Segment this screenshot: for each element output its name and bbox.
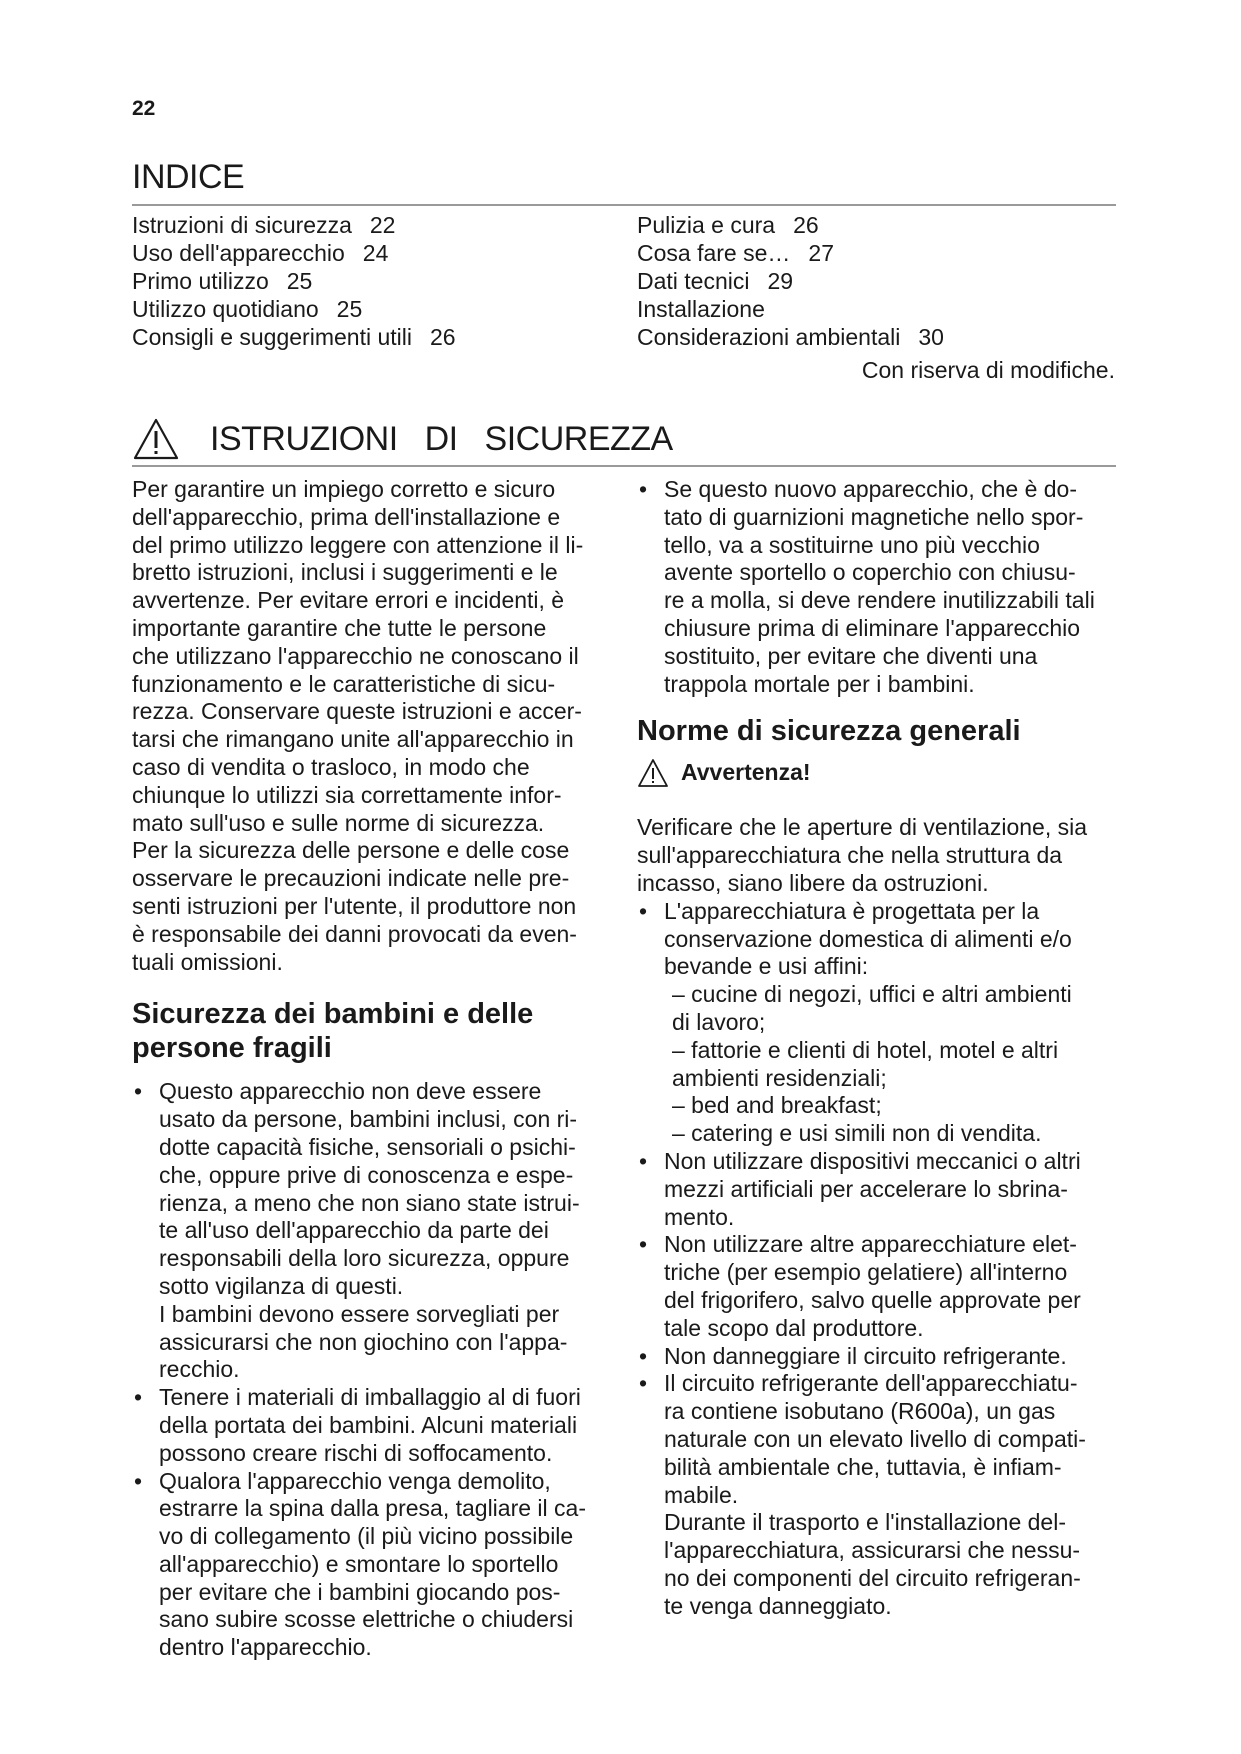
text-line: trappola mortale per i bambini.: [664, 670, 975, 697]
text-line: assicurarsi che non giochino con l'appa-: [159, 1328, 568, 1355]
text-line: l'apparecchiatura, assicurarsi che nessu-: [664, 1537, 1081, 1564]
text-line: – bed and breakfast;: [672, 1092, 882, 1119]
children-bullets: [132, 1078, 614, 1662]
bullet-dot: •: [134, 1384, 143, 1411]
list-item: [637, 1343, 1117, 1371]
text-line: sull'apparecchiatura che nella struttura da: [637, 842, 1063, 869]
text-line: te all'uso dell'apparecchio da parte dei: [159, 1217, 549, 1244]
text-line: Non utilizzare altre apparecchiature elet-: [664, 1231, 1077, 1258]
toc-entry-label: Cosa fare se…: [637, 240, 791, 266]
text-line: vo di collegamento (il più vicino possibile: [159, 1523, 574, 1550]
divider-safety: [132, 465, 1116, 467]
list-item: [637, 476, 1117, 698]
text-line: Non utilizzare dispositivi meccanici o altri: [664, 1147, 1081, 1174]
text-line: rienza, a meno che non siano state istrui-: [159, 1189, 580, 1216]
bullet-dot: •: [639, 1342, 648, 1369]
toc-entry-label: Istruzioni di sicurezza: [132, 212, 352, 238]
text-line: per evitare che i bambini giocando pos-: [159, 1578, 561, 1605]
safety-title: ISTRUZIONI DI SICUREZZA: [210, 419, 673, 458]
indice-title: INDICE: [132, 158, 245, 196]
text-line: chiusure prima di eliminare l'apparecchio: [664, 614, 1081, 641]
toc-entry-label: Dati tecnici: [637, 268, 750, 294]
text-line: te venga danneggiato.: [664, 1592, 892, 1619]
toc-entry-label: Pulizia e cura: [637, 212, 776, 238]
text-line: – catering e usi simili non di vendita.: [672, 1120, 1042, 1147]
list-item: [637, 898, 1117, 981]
toc-entry-label: Utilizzo quotidiano: [132, 296, 319, 322]
text-line: re a molla, si deve rendere inutilizzabili tali: [664, 587, 1095, 614]
text-line: Questo apparecchio non deve essere: [159, 1078, 542, 1105]
toc-entry: [132, 239, 456, 267]
toc-entry-page: 29: [767, 268, 794, 294]
general-safety-heading: Norme di sicurezza generali: [637, 715, 1021, 748]
bullet-dot: •: [134, 1078, 143, 1105]
children-safety-heading: [132, 997, 614, 1065]
list-item: [132, 1384, 614, 1467]
text-line: conservazione domestica di alimenti e/o: [664, 925, 1072, 952]
toc-right-column: [637, 211, 944, 351]
text-line: caso di vendita o trasloco, in modo che: [132, 753, 530, 780]
safety-heading: [132, 416, 673, 462]
bullet-dot: •: [134, 1467, 143, 1494]
list-item: [132, 1468, 614, 1663]
text-line: incasso, siano libere da ostruzioni.: [637, 869, 989, 896]
list-item: [132, 1078, 614, 1384]
toc-entry: [637, 239, 944, 267]
toc-entry: [132, 267, 456, 295]
text-line: mabile.: [664, 1481, 739, 1508]
text-line: mento.: [664, 1203, 735, 1230]
text-line: Tenere i materiali di imballaggio al di fuori: [159, 1384, 581, 1411]
text-line: no dei componenti del circuito refrigeran-: [664, 1564, 1081, 1591]
text-line: è responsabile dei danni provocati da even-: [132, 920, 577, 947]
text-line: bretto istruzioni, inclusi i suggerimenti e le: [132, 559, 558, 586]
general-bullets: [637, 1148, 1117, 1621]
text-line: dotte capacità fisiche, sensoriali o psichi-: [159, 1133, 576, 1160]
warning-triangle-icon: [132, 417, 180, 461]
text-line: persone fragili: [132, 1032, 332, 1065]
toc-entry: [132, 295, 456, 323]
text-line: rezza. Conservare queste istruzioni e accer-: [132, 698, 582, 725]
text-line: recchio.: [159, 1356, 240, 1383]
text-line: importante garantire che tutte le persone: [132, 614, 547, 641]
left-column: [132, 476, 614, 1662]
text-line: Non danneggiare il circuito refrigerante.: [664, 1342, 1067, 1369]
toc-entry-page: 22: [369, 212, 396, 238]
toc-entry-page: 30: [918, 324, 944, 350]
dash-item: [646, 1037, 1117, 1093]
text-line: all'apparecchio) e smontare lo sportello: [159, 1550, 559, 1577]
text-line: Il circuito refrigerante dell'apparecchiatu-: [664, 1370, 1078, 1397]
toc-left-column: [132, 211, 456, 351]
page-number: 22: [132, 97, 156, 120]
warning-label: Avvertenza!: [681, 759, 811, 786]
text-line: del frigorifero, salvo quelle approvate per: [664, 1286, 1081, 1313]
bullet-dot: •: [639, 1231, 648, 1258]
text-line: dentro l'apparecchio.: [159, 1634, 372, 1661]
text-line: Per la sicurezza delle persone e delle cose: [132, 837, 570, 864]
toc-entry: [637, 267, 944, 295]
text-line: L'apparecchiatura è progettata per la: [664, 897, 1040, 924]
text-line: dell'apparecchio, prima dell'installazione e: [132, 503, 561, 530]
text-line: tarsi che rimangano unite all'apparecchio in: [132, 726, 574, 753]
text-line: I bambini devono essere sorvegliati per: [159, 1300, 560, 1327]
toc-entry: [132, 323, 456, 351]
text-line: ra contiene isobutano (R600a), un gas: [664, 1398, 1056, 1425]
dash-item: [646, 1120, 1117, 1148]
toc-entry-label: Installazione: [637, 296, 765, 322]
general-intro: [637, 814, 1117, 897]
text-line: bilità ambientale che, tuttavia, è infiam-: [664, 1453, 1062, 1480]
text-line: – cucine di negozi, uffici e altri ambienti: [672, 981, 1072, 1008]
text-line: triche (per esempio gelatiere) all'interno: [664, 1259, 1068, 1286]
bullet-dot: •: [639, 1147, 648, 1174]
text-line: Qualora l'apparecchio venga demolito,: [159, 1467, 551, 1494]
list-item: [637, 1231, 1117, 1342]
list-item: [637, 1370, 1117, 1620]
usage-dash-list: [637, 981, 1117, 1148]
reserve-note: Con riserva di modifiche.: [861, 357, 1115, 383]
text-line: che, oppure prive di conoscenza e espe-: [159, 1161, 574, 1188]
text-line: tato di guarnizioni magnetiche nello spor-: [664, 503, 1084, 530]
text-line: naturale con un elevato livello di compati-: [664, 1425, 1086, 1452]
toc-entry-label: Primo utilizzo: [132, 268, 269, 294]
toc-entry-page: 26: [429, 324, 456, 350]
toc-entry-page: 25: [286, 268, 313, 294]
text-line: mato sull'uso e sulle norme di sicurezza.: [132, 809, 545, 836]
safety-intro: [132, 476, 614, 976]
dash-item: [646, 981, 1117, 1037]
text-line: senti istruzioni per l'utente, il produttore non: [132, 892, 577, 919]
warning-notice: [637, 758, 1117, 788]
text-line: – fattorie e clienti di hotel, motel e altri: [672, 1036, 1059, 1063]
text-line: tuali omissioni.: [132, 948, 283, 975]
text-line: della portata dei bambini. Alcuni materiali: [159, 1411, 578, 1438]
text-line: di lavoro;: [672, 1008, 766, 1035]
text-line: estrarre la spina dalla presa, tagliare il ca-: [159, 1495, 586, 1522]
text-line: sano subire scosse elettriche o chiudersi: [159, 1606, 574, 1633]
toc-entry-label: Consigli e suggerimenti utili: [132, 324, 412, 350]
text-line: responsabili della loro sicurezza, oppure: [159, 1245, 570, 1272]
text-line: bevande e usi affini:: [664, 953, 869, 980]
text-line: tello, va a sostituirne uno più vecchio: [664, 531, 1040, 558]
bullet-dot: •: [639, 1370, 648, 1397]
dash-item: [646, 1092, 1117, 1120]
toc-entry-label: Considerazioni ambientali: [637, 324, 901, 350]
text-line: avente sportello o coperchio con chiusu-: [664, 559, 1076, 586]
list-item: [637, 1148, 1117, 1231]
text-line: chiunque lo utilizzi sia correttamente infor-: [132, 781, 562, 808]
text-line: che utilizzano l'apparecchio ne conoscano il: [132, 642, 579, 669]
toc-entry: [637, 323, 944, 351]
toc-entry-label: Uso dell'apparecchio: [132, 240, 345, 266]
text-line: mezzi artificiali per accelerare lo sbrina-: [664, 1175, 1068, 1202]
toc-entry-page: 25: [336, 296, 363, 322]
toc-entry-page: 26: [793, 212, 819, 238]
bullet-dot: •: [639, 476, 648, 502]
divider-indice: [132, 204, 1116, 206]
text-line: osservare le precauzioni indicate nelle pre-: [132, 865, 570, 892]
text-line: Verificare che le aperture di ventilazione, sia: [637, 814, 1088, 841]
text-line: usato da persone, bambini inclusi, con ri-: [159, 1106, 578, 1133]
toc-entry: [637, 211, 944, 239]
toc-entry-page: 24: [362, 240, 389, 266]
warning-triangle-icon: [637, 758, 669, 788]
toc-entry: [132, 211, 456, 239]
text-line: Sicurezza dei bambini e delle: [132, 998, 534, 1031]
text-line: possono creare rischi di soffocamento.: [159, 1439, 553, 1466]
text-line: sostituito, per evitare che diventi una: [664, 642, 1038, 669]
bullet-dot: •: [639, 897, 648, 924]
text-line: funzionamento e le caratteristiche di sicu-: [132, 670, 556, 697]
text-line: del primo utilizzo leggere con attenzione il li-: [132, 531, 584, 558]
right-column: [637, 476, 1117, 1620]
text-line: Durante il trasporto e l'installazione del-: [664, 1509, 1066, 1536]
text-line: ambienti residenziali;: [672, 1064, 887, 1091]
text-line: tale scopo dal produttore.: [664, 1314, 924, 1341]
toc-entry-page: 27: [808, 240, 834, 266]
text-line: Se questo nuovo apparecchio, che è do-: [664, 476, 1078, 502]
text-line: sotto vigilanza di questi.: [159, 1272, 404, 1299]
text-line: avvertenze. Per evitare errori e incidenti, è: [132, 587, 565, 614]
toc-entry: [637, 295, 944, 323]
text-line: Per garantire un impiego corretto e sicuro: [132, 476, 556, 502]
